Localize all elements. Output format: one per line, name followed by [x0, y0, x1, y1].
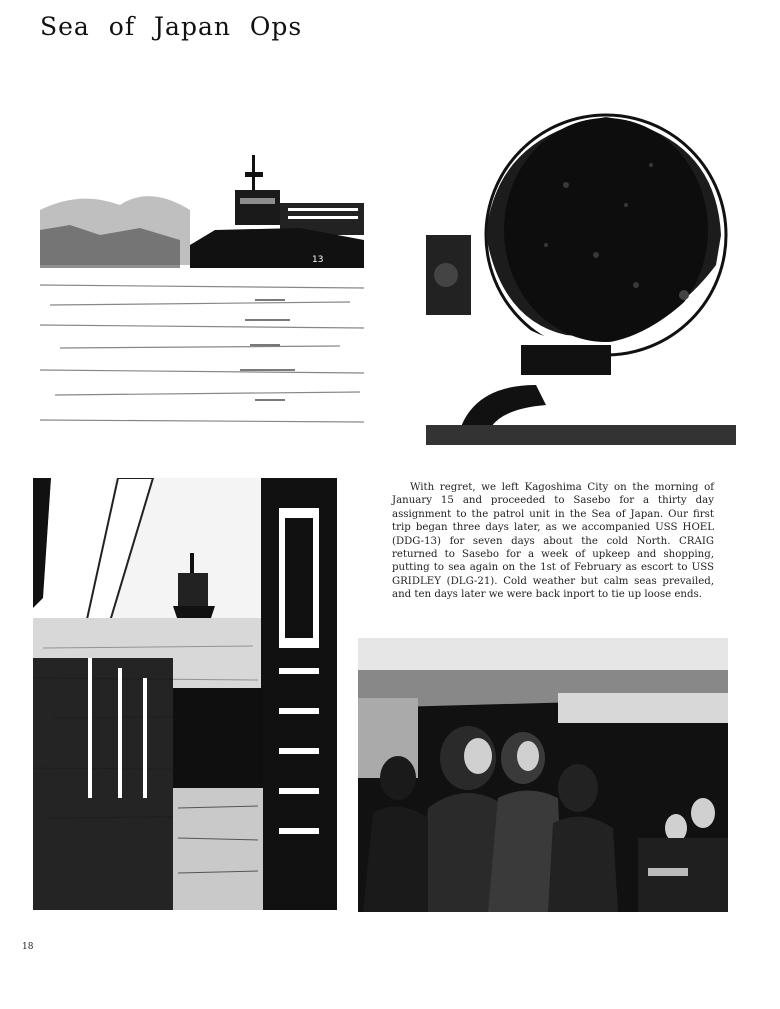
svg-text:13: 13: [312, 255, 324, 265]
page-title: Sea of Japan Ops: [40, 12, 303, 41]
article-body-text: With regret, we left Kagoshima City on the morning of January 15 and proceeded to Sasebo for a thirty day assignment to the patrol unit in the Sea of Japan. Our first trip began three days later, as we accompanied USS HOEL (DDG-13) for seven days about the cold North. CRAIG returned to Sasebo for a week of upkeep and shopping, putting to sea again on the 1st of February as escort to USS GRIDLEY (DLG-21). Cold weather but calm seas prevailed, and ten days later we were back inport to tie up loose ends.: [392, 482, 714, 601]
deck-ship-photo: [33, 478, 337, 910]
harbor-ship-photo: [40, 150, 364, 446]
searchlight-photo: [426, 95, 736, 445]
crew-gathering-photo: [358, 638, 728, 912]
page-number: 18: [22, 942, 34, 952]
